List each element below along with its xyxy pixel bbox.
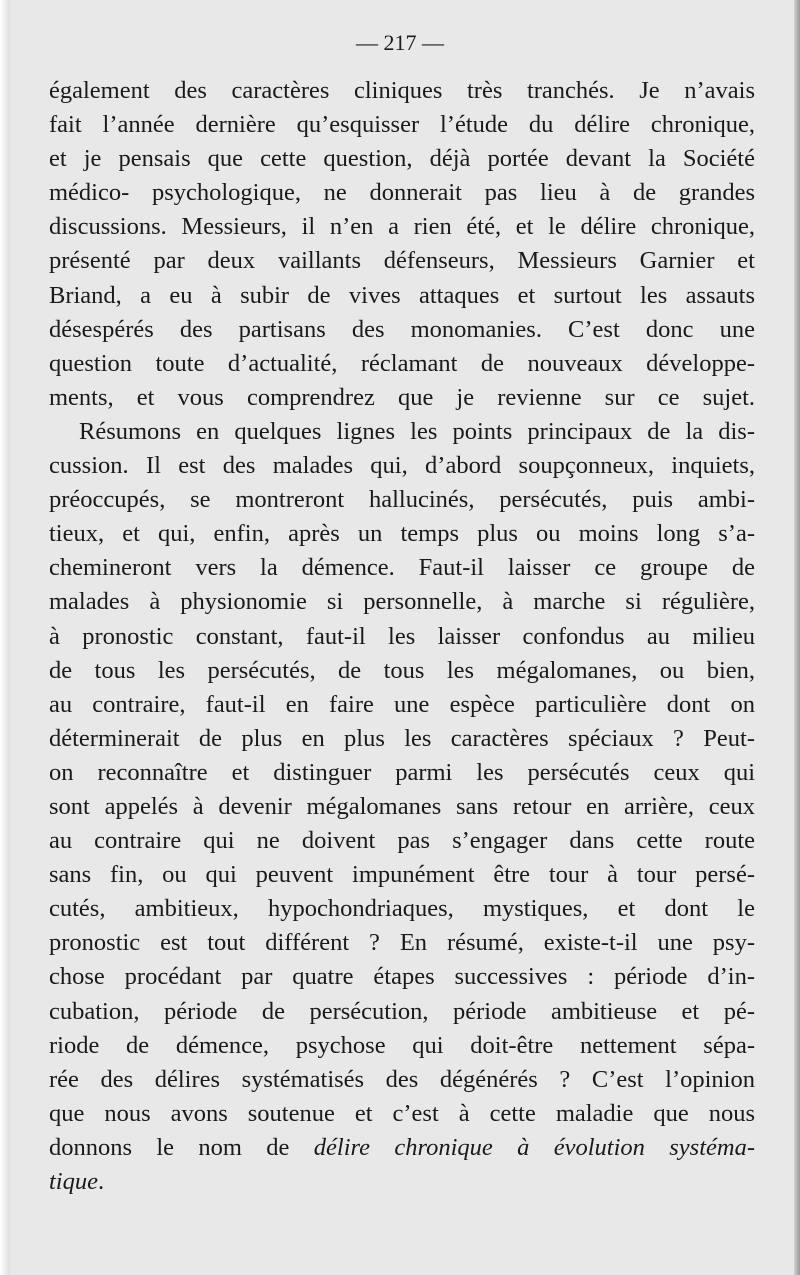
text-line: tieux, et qui, enfin, après un temps plus ou moins long s’a- [49, 520, 755, 548]
text-line: cussion. Il est des malades qui, d’abord soupçonneux, inquiets, [49, 452, 755, 480]
text-line: on reconnaître et distinguer parmi les persécutés ceux qui [49, 758, 755, 786]
text-line: à pronostic constant, faut-il les laisser confondus au milieu [49, 622, 755, 650]
body-text [49, 74, 755, 1199]
text-line: Résumons en quelques lignes les points principaux de la dis- [79, 417, 755, 445]
paragraph-1 [49, 74, 755, 415]
text-line: de tous les persécutés, de tous les mégalomanes, ou bien, [49, 656, 755, 684]
italic-term: délire chronique à évolution systéma- [313, 1133, 755, 1161]
text-line: médico- psychologique, ne donnerait pas lieu à de grandes [49, 179, 755, 207]
text-line: chemineront vers la démence. Faut-il laisser ce groupe de [49, 554, 755, 582]
text-line: présenté par deux vaillants défenseurs, Messieurs Garnier et [49, 247, 755, 275]
text-line: chose procédant par quatre étapes successives : période d’in- [49, 963, 755, 991]
text-line: désespérés des partisans des monomanies. C’est donc une [49, 315, 755, 343]
italic-term-end: tique [49, 1168, 98, 1195]
text-line: cubation, période de persécution, période ambitieuse et pé- [49, 997, 755, 1025]
text-line: et je pensais que cette question, déjà portée devant la Société [49, 145, 755, 173]
text-line-closing [49, 1131, 755, 1165]
text-line: Briand, a eu à subir de vives attaques et surtout les assauts [49, 281, 755, 309]
text-line: au contraire, faut-il en faire une espèce particulière dont on [49, 690, 755, 718]
text-line: également des caractères cliniques très tranchés. Je n’avais [49, 77, 755, 104]
text-line: rée des délires systématisés des dégénérés ? C’est l’opinion [49, 1065, 755, 1093]
text-line: fait l’année dernière qu’esquisser l’étude du délire chronique, [49, 111, 755, 139]
text-run: . [98, 1168, 105, 1195]
text-line: cutés, ambitieux, hypochondriaques, mystiques, et dont le [49, 895, 755, 923]
text-line: préoccupés, se montreront hallucinés, persécutés, puis ambi- [49, 486, 755, 514]
text-line: sans fin, ou qui peuvent impunément être tour à tour persé- [49, 861, 755, 889]
text-line: sont appelés à devenir mégalomanes sans retour en arrière, ceux [49, 792, 755, 820]
text-line: déterminerait de plus en plus les caractères spéciaux ? Peut- [49, 724, 755, 752]
page-right-edge [794, 0, 800, 1275]
text-line: que nous avons soutenue et c’est à cette maladie que nous [49, 1099, 755, 1127]
text-line: discussions. Messieurs, il n’en a rien été, et le délire chronique, [49, 213, 755, 241]
text-run: donnons le nom de [49, 1133, 314, 1161]
text-line: malades à physionomie si personnelle, à marche si régulière, [49, 588, 755, 616]
text-line: ments, et vous comprendrez que je revienne sur ce sujet. [49, 383, 755, 411]
page-number: — 217 — [356, 30, 444, 55]
paragraph-2 [49, 415, 755, 1199]
page-left-edge [0, 0, 10, 1275]
text-line-final [49, 1165, 755, 1199]
text-line: riode de démence, psychose qui doit-être nettement sépa- [49, 1031, 755, 1059]
text-line: au contraire qui ne doivent pas s’engager dans cette route [49, 827, 755, 855]
text-line: pronostic est tout différent ? En résumé, existe-t-il une psy- [49, 929, 755, 957]
text-line: question toute d’actualité, réclamant de nouveaux développe- [49, 349, 755, 377]
